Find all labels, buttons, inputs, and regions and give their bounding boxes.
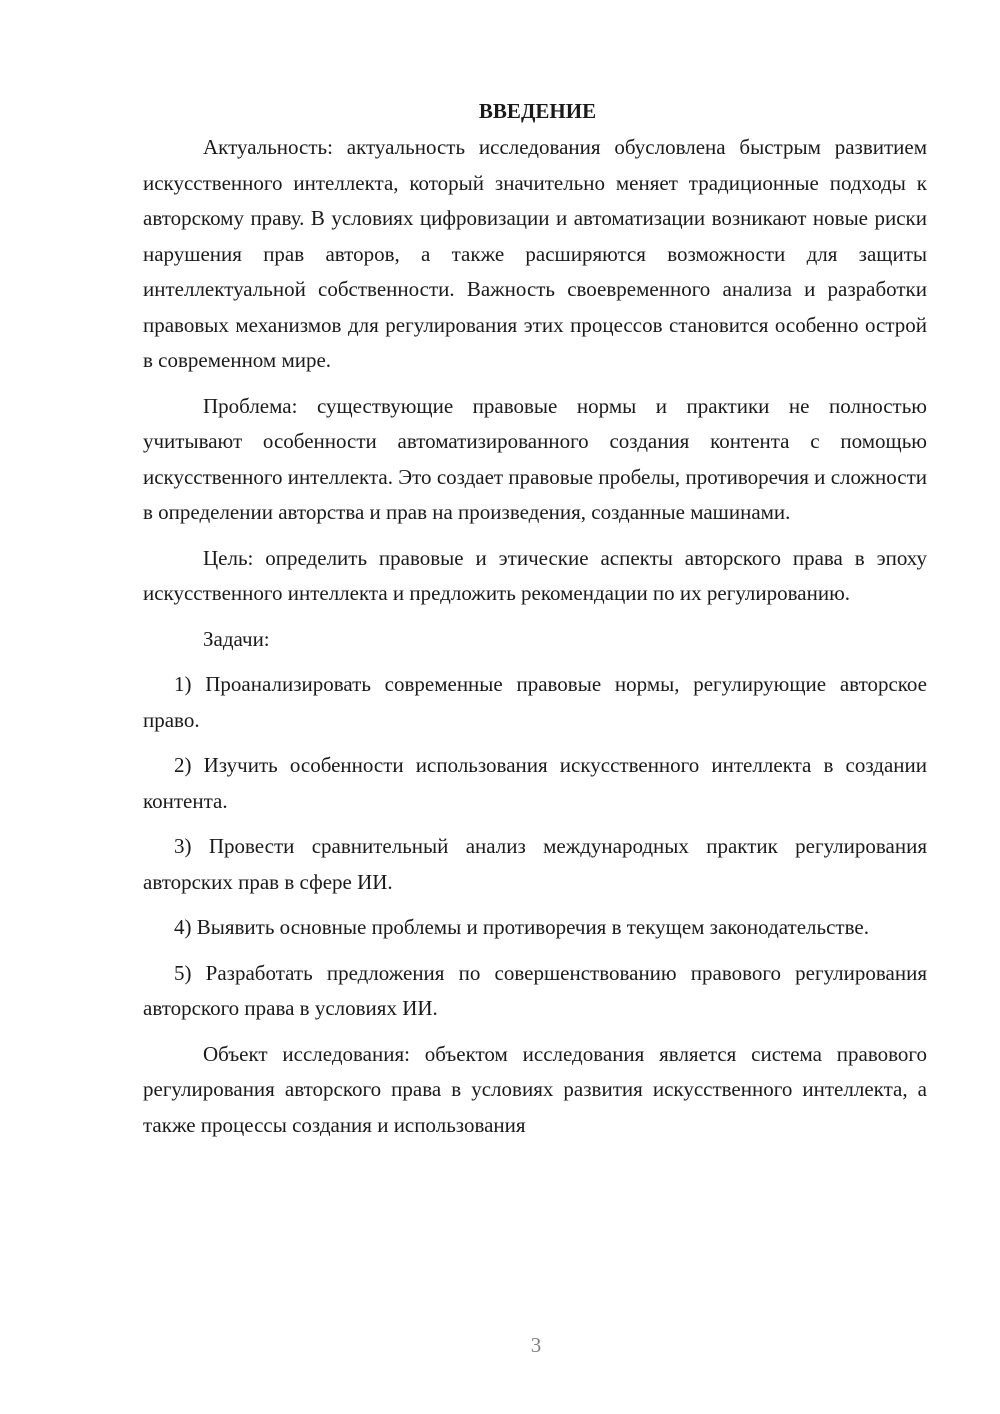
task-item-2: 2) Изучить особенности использования искусственного интеллекта в создании контента. (143, 753, 927, 813)
task-item-4: 4) Выявить основные проблемы и противоречия в текущем законодательстве. (174, 915, 869, 939)
section-title: ВВЕДЕНИЕ (478, 99, 597, 123)
document-body (143, 94, 927, 1143)
paragraph-problem: Проблема: существующие правовые нормы и практики не полностью учитывают особенности автоматизированного создания контента с помощью искусственного интеллекта. Это создает правовые пробелы, противоречия и сложности в определении авторства и прав на произведения, созданные машинами. (143, 393, 927, 524)
paragraph-goal: Цель: определить правовые и этические аспекты авторского права в эпоху искусственного интеллекта и предложить рекомендации по их регулированию. (143, 545, 927, 605)
tasks-heading: Задачи: (203, 626, 270, 651)
paragraph-object: Объект исследования: объектом исследования является система правового регулирования авторского права в условиях развития искусственного интеллекта, а также процессы создания и использования (143, 1041, 927, 1137)
task-item-1: 1) Проанализировать современные правовые нормы, регулирующие авторское право. (143, 672, 927, 732)
paragraph-relevance: Актуальность: актуальность исследования обусловлена быстрым развитием искусственного интеллекта, который значительно меняет традиционные подходы к авторскому праву. В условиях цифровизации и автоматизации возникают новые риски нарушения прав авторов, а также расширяются возможности для защиты интеллектуальной собственности. Важность своевременного анализа и разработки правовых механизмов для регулирования этих процессов становится особенно острой в современном мире. (143, 135, 927, 372)
task-item-3: 3) Провести сравнительный анализ международных практик регулирования авторских прав в сфере ИИ. (143, 834, 927, 894)
task-item-5: 5) Разработать предложения по совершенствованию правового регулирования авторского права в условиях ИИ. (143, 960, 927, 1020)
page-number: 3 (530, 1333, 542, 1357)
